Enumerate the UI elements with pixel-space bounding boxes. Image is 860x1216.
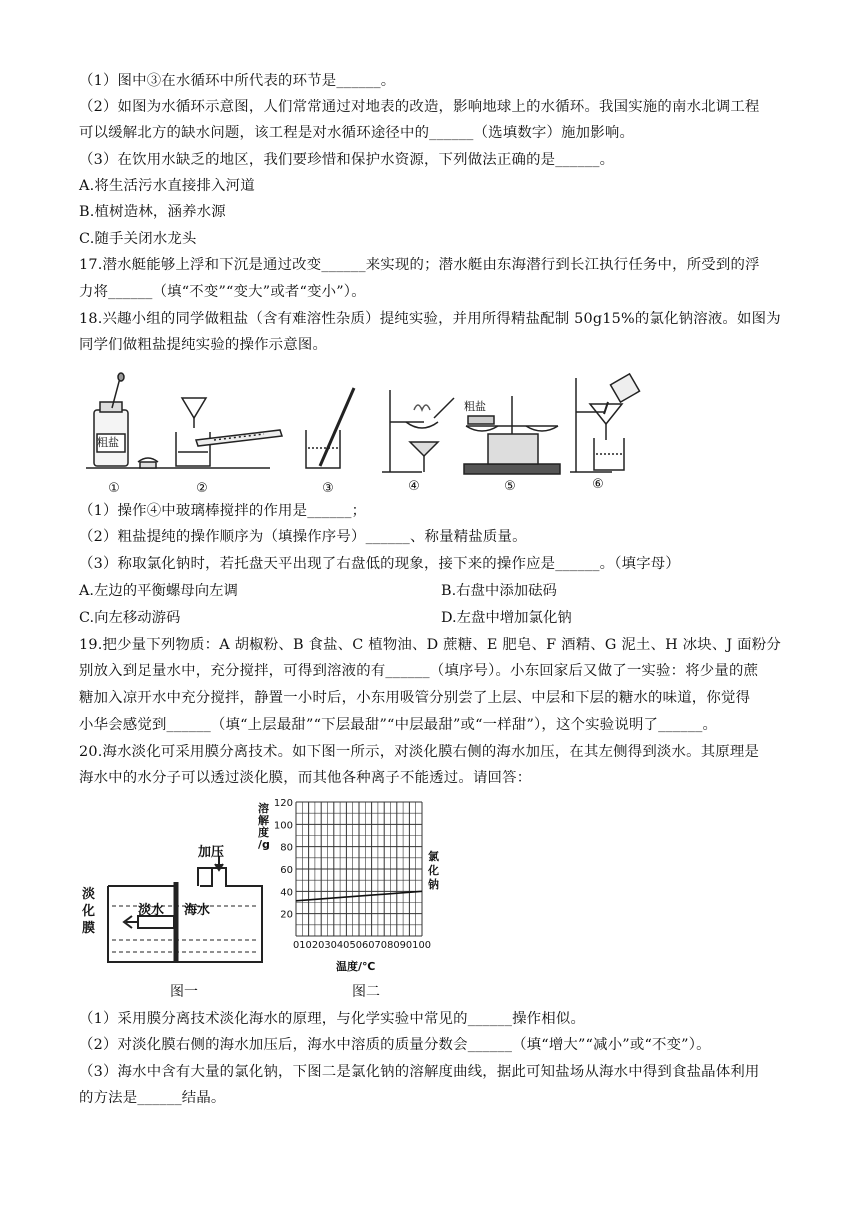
q16-part2-line2: 可以缓解北方的缺水问题，该工程是对水循环途径中的______（选填数字）施加影响。 — [79, 125, 635, 141]
y-tick-label: 80 — [280, 842, 293, 854]
q16-part1: （1）图中③在水循环中所代表的环节是______。 — [79, 73, 396, 89]
op-label-6: ⑥ — [592, 477, 604, 492]
op-label-1: ① — [108, 481, 120, 496]
bottle-label: 粗盐 — [97, 436, 119, 449]
q18-option-a: A.左边的平衡螺母向左调 — [79, 583, 238, 599]
curve-label: 氯化钠 — [428, 850, 439, 891]
q17-line1: 17.潜水艇能够上浮和下沉是通过改变______来实现的；潜水艇由东海潜行到长江执行任务中，所受到的浮 — [79, 257, 760, 273]
op-label-4: ④ — [408, 479, 420, 494]
y-tick-label: 40 — [280, 887, 293, 899]
q19-line2: 别放入到足量水中，充分搅拌，可得到溶液的有______（填序号）。小东回家后又做了一实验：将少量的蔗 — [79, 663, 759, 679]
q16-option-c: C.随手关闭水龙头 — [79, 231, 197, 247]
pressure-label: 加压 — [198, 845, 225, 860]
y-tick-label: 20 — [280, 909, 293, 921]
q18-line1: 18.兴趣小组的同学做粗盐（含有难溶性杂质）提纯实验，并用所得精盐配制 50g15%的氯化钠溶液。如图为 — [79, 311, 781, 327]
q16-option-a: A.将生活污水直接排入河道 — [79, 178, 255, 194]
y-tick-label: 120 — [273, 798, 293, 809]
q18-option-b: B.右盘中添加砝码 — [441, 583, 557, 599]
figure1-caption: 图一 — [170, 984, 198, 1000]
figure2-caption: 图二 — [352, 984, 380, 1000]
q16-part2-line1: （2）如图为水循环示意图，人们常常通过对地表的改造，影响地球上的水循环。我国实施的南水北调工程 — [79, 99, 760, 115]
q20-part3-line1: （3）海水中含有大量的氯化钠，下图二是氯化钠的溶解度曲线，据此可知盐场从海水中得到食盐晶体利用 — [79, 1064, 760, 1080]
q18-option-d: D.左盘中增加氯化钠 — [441, 610, 572, 626]
q19-line1: 19.把少量下列物质：A 胡椒粉、B 食盐、C 植物油、D 蔗糖、E 肥皂、F 酒精、G 泥土、H 冰块、J 面粉分 — [79, 637, 781, 653]
q18-part3: （3）称取氯化钠时，若托盘天平出现了右盘低的现象，接下来的操作应是______。（填字母） — [79, 556, 680, 572]
y-axis-label: 溶解度/g — [258, 802, 270, 851]
q18-part2: （2）粗盐提纯的操作顺序为（填操作序号）______、称量精盐质量。 — [79, 529, 527, 545]
q16-option-b: B.植树造林，涵养水源 — [79, 204, 226, 220]
q20-part3-line2: 的方法是______结晶。 — [79, 1090, 226, 1106]
op-label-5: ⑤ — [504, 479, 516, 494]
y-tick-label: 100 — [273, 820, 293, 832]
x-axis-label: 温度/℃ — [336, 960, 376, 973]
y-tick-label: 60 — [280, 865, 293, 876]
q20-line1: 20.海水淡化可采用膜分离技术。如下图一所示，对淡化膜右侧的海水加压，在其左侧得到淡水。其原理是 — [79, 744, 760, 760]
salt-purification-figure — [84, 372, 654, 496]
q18-part1: （1）操作④中玻璃棒搅拌的作用是______； — [79, 503, 367, 519]
q20-part2: （2）对淡化膜右侧的海水加压后，海水中溶质的质量分数会______（填“增大”“减小”或“不变”）。 — [79, 1037, 711, 1053]
q20-part1: （1）采用膜分离技术淡化海水的原理，与化学实验中常见的______操作相似。 — [79, 1011, 586, 1027]
solubility-chart — [256, 798, 452, 974]
op-label-2: ② — [196, 481, 208, 496]
op-label-3: ③ — [322, 481, 334, 496]
x-tick-labels: 0102030405060708090100 — [293, 940, 431, 951]
q19-line3: 糖加入凉开水中充分搅拌，静置一小时后，小东用吸管分别尝了上层、中层和下层的糖水的味道，你觉得 — [79, 690, 751, 706]
q18-option-c: C.向左移动游码 — [79, 610, 181, 626]
fresh-water-label: 淡水 — [138, 903, 165, 918]
q18-line2: 同学们做粗盐提纯实验的操作示意图。 — [79, 337, 328, 353]
q20-line2: 海水中的水分子可以透过淡化膜，而其他各种离子不能透过。请回答： — [79, 770, 532, 786]
sea-water-label: 海水 — [184, 903, 211, 918]
q17-line2: 力将______（填“不变”“变大”或者“变小”）。 — [79, 284, 366, 300]
q19-line4: 小华会感觉到______（填“上层最甜”“下层最甜”“中层最甜”或“一样甜”），这个实验说明了______。 — [79, 717, 718, 733]
balance-label: 粗盐 — [464, 400, 486, 413]
membrane-tank-figure — [80, 842, 276, 972]
membrane-label: 淡化膜 — [82, 887, 96, 936]
q16-part3: （3）在饮用水缺乏的地区，我们要珍惜和保护水资源，下列做法正确的是______。 — [79, 152, 615, 168]
